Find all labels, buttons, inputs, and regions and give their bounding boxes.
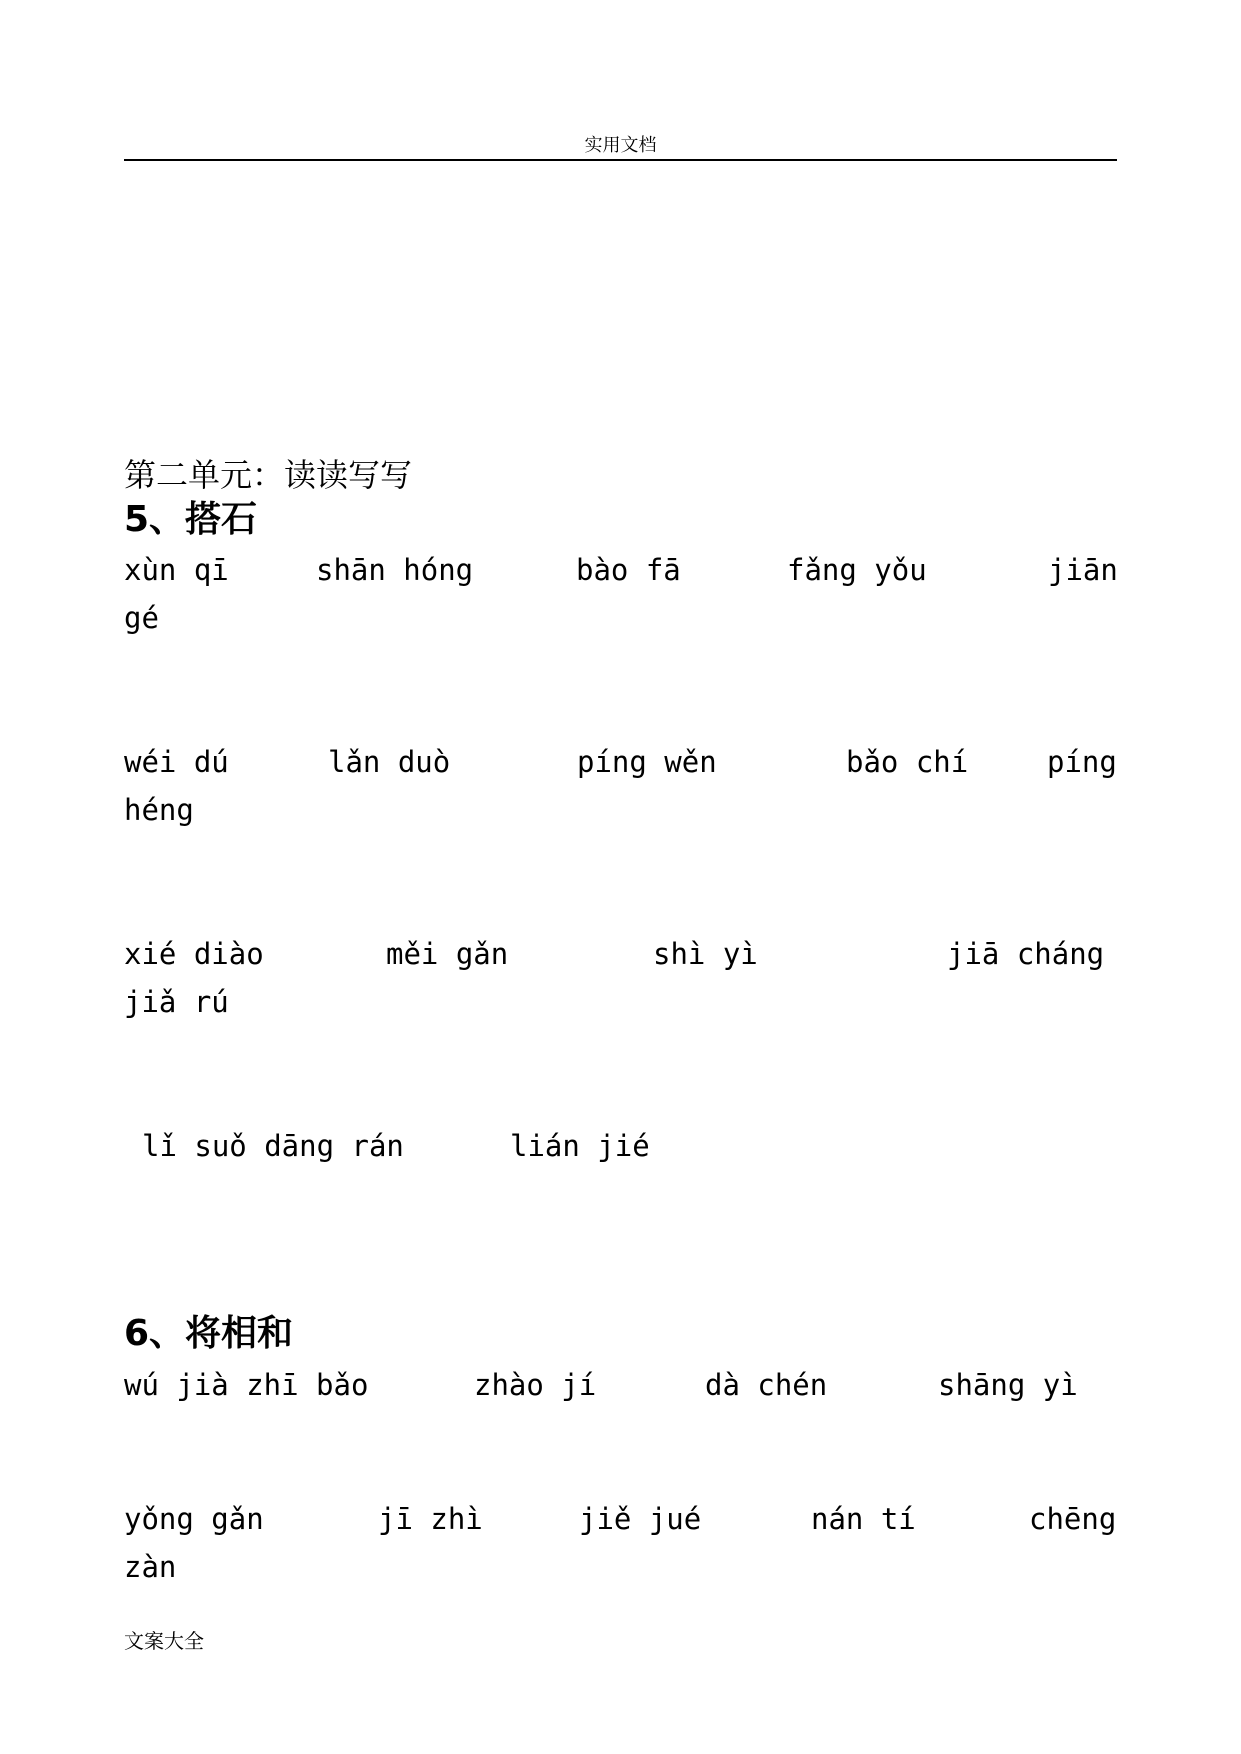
pinyin-word: píng wěn (577, 745, 717, 779)
pinyin-word: nán tí (811, 1502, 916, 1536)
pinyin-line (0, 550, 1241, 590)
pinyin-word: shāng yì (938, 1368, 1078, 1402)
pinyin-line (0, 598, 1241, 638)
pinyin-word: wú jià zhī bǎo (124, 1368, 369, 1402)
pinyin-word: lǎn duò (328, 745, 451, 779)
pinyin-word: xié diào (124, 937, 264, 971)
pinyin-line (0, 1126, 1241, 1166)
pinyin-line (0, 1365, 1241, 1405)
pinyin-word: héng (124, 793, 194, 827)
pinyin-word: bào fā (576, 553, 681, 587)
pinyin-word: xùn qī (124, 553, 229, 587)
header-rule (124, 159, 1117, 161)
pinyin-word: píng (1047, 745, 1117, 779)
pinyin-word: jiā cháng (947, 937, 1105, 971)
lesson-title: 5、搭石 (124, 499, 258, 540)
pinyin-word: fǎng yǒu (787, 553, 927, 587)
pinyin-word: jiān (1048, 553, 1118, 587)
pinyin-word: shì yì (653, 937, 758, 971)
pinyin-line (0, 934, 1241, 974)
pinyin-word: jiǎ rú (124, 985, 229, 1019)
pinyin-line (0, 982, 1241, 1022)
pinyin-line (0, 1499, 1241, 1539)
pinyin-word: zhào jí (474, 1368, 597, 1402)
pinyin-word: chēng (1029, 1502, 1117, 1536)
page-header: 实用文档 (584, 135, 657, 156)
pinyin-line (0, 790, 1241, 830)
pinyin-line (0, 1547, 1241, 1587)
page-footer: 文案大全 (124, 1629, 204, 1653)
pinyin-word: wéi dú (124, 745, 229, 779)
pinyin-word: dà chén (705, 1368, 828, 1402)
pinyin-word: gé (124, 601, 159, 635)
pinyin-word: lián jié (510, 1129, 650, 1163)
pinyin-word: jī zhì (378, 1502, 483, 1536)
pinyin-word: zàn (124, 1550, 177, 1584)
pinyin-word: jiě jué (579, 1502, 702, 1536)
pinyin-word: měi gǎn (386, 937, 509, 971)
unit-title: 第二单元：读读写写 (124, 456, 413, 494)
pinyin-word: bǎo chí (846, 745, 969, 779)
pinyin-word: yǒng gǎn (124, 1502, 264, 1536)
pinyin-line (0, 742, 1241, 782)
pinyin-word: shān hóng (316, 553, 474, 587)
pinyin-word: lǐ suǒ dāng rán (142, 1129, 404, 1163)
lesson-title: 6、将相和 (124, 1313, 294, 1354)
